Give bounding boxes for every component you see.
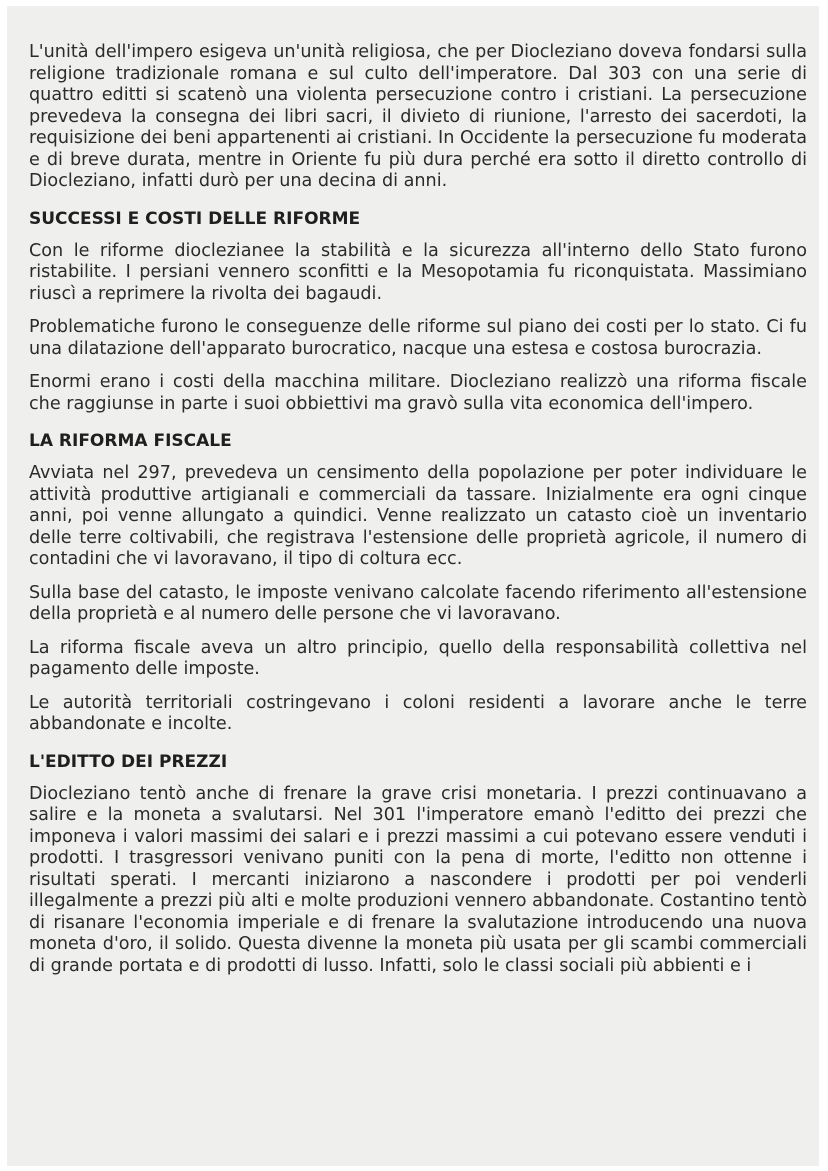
document-page <box>7 6 819 1166</box>
paragraph: Enormi erano i costi della macchina militare. Diocleziano realizzò una riforma fiscale che raggiunse in parte i suoi obbiettivi ma gravò sulla vita economica dell'impero. <box>29 372 807 414</box>
paragraph: Diocleziano tentò anche di frenare la grave crisi monetaria. I prezzi continuavano a salire e la moneta a svalutarsi. Nel 301 l'imperatore emanò l'editto dei prezzi che imponeva i valori massimi dei salari e i prezzi massimi a cui potevano essere venduti i prodotti. I trasgressori venivano puniti con la pena di morte, l'editto non ottenne i risultati sperati. I mercanti iniziarono a nascondere i prodotti per poi venderli illegalmente a prezzi più alti e molte produzioni vennero abbandonate. Costantino tentò di risanare l'economia imperiale e di frenare la svalutazione introducendo una nuova moneta d'oro, il solido. Questa divenne la moneta più usata per gli scambi commerciali di grande portata e di prodotti di lusso. Infatti, solo le classi sociali più abbienti e i <box>29 783 807 976</box>
paragraph: Problematiche furono le conseguenze delle riforme sul piano dei costi per lo stato. Ci fu una dilatazione dell'apparato burocratico, nacque una estesa e costosa burocrazia. <box>29 317 807 359</box>
paragraph: Sulla base del catasto, le imposte venivano calcolate facendo riferimento all'estensione della proprietà e al numero delle persone che vi lavoravano. <box>29 582 807 624</box>
section-heading-successi: SUCCESSI E COSTI DELLE RIFORME <box>29 208 361 229</box>
paragraph: Le autorità territoriali costringevano i coloni residenti a lavorare anche le terre abbandonate e incolte. <box>29 692 807 734</box>
document-body <box>29 42 807 989</box>
paragraph: Con le riforme dioclezianee la stabilità e la sicurezza all'interno dello Stato furono ristabilite. I persiani vennero sconfitti e la Mesopotamia fu riconquistata. Massimiano riuscì a reprimere la rivolta dei bagaudi. <box>29 240 807 304</box>
section-heading-editto-prezzi: L'EDITTO DEI PREZZI <box>29 751 228 772</box>
section-heading-riforma-fiscale: LA RIFORMA FISCALE <box>29 431 232 451</box>
paragraph: Avviata nel 297, prevedeva un censimento della popolazione per poter individuare le attività produttive artigianali e commerciali da tassare. Inizialmente era ogni cinque anni, poi venne allungato a quindici. Venne realizzato un catasto cioè un inventario delle terre coltivabili, che registrava l'estensione delle proprietà agricole, il numero di contadini che vi lavoravano, il tipo di coltura ecc. <box>29 463 807 569</box>
paragraph: La riforma fiscale aveva un altro principio, quello della responsabilità collettiva nel pagamento delle imposte. <box>29 637 807 679</box>
intro-paragraph: L'unità dell'impero esigeva un'unità religiosa, che per Diocleziano doveva fondarsi sulla religione tradizionale romana e sul culto dell'imperatore. Dal 303 con una serie di quattro editti si scatenò una violenta persecuzione contro i cristiani. La persecuzione prevedeva la consegna dei libri sacri, il divieto di riunione, l'arresto dei sacerdoti, la requisizione dei beni appartenenti ai cristiani. In Occidente la persecuzione fu moderata e di breve durata, mentre in Oriente fu più dura perché era sotto il diretto controllo di Diocleziano, infatti durò per una decina di anni. <box>29 42 807 191</box>
